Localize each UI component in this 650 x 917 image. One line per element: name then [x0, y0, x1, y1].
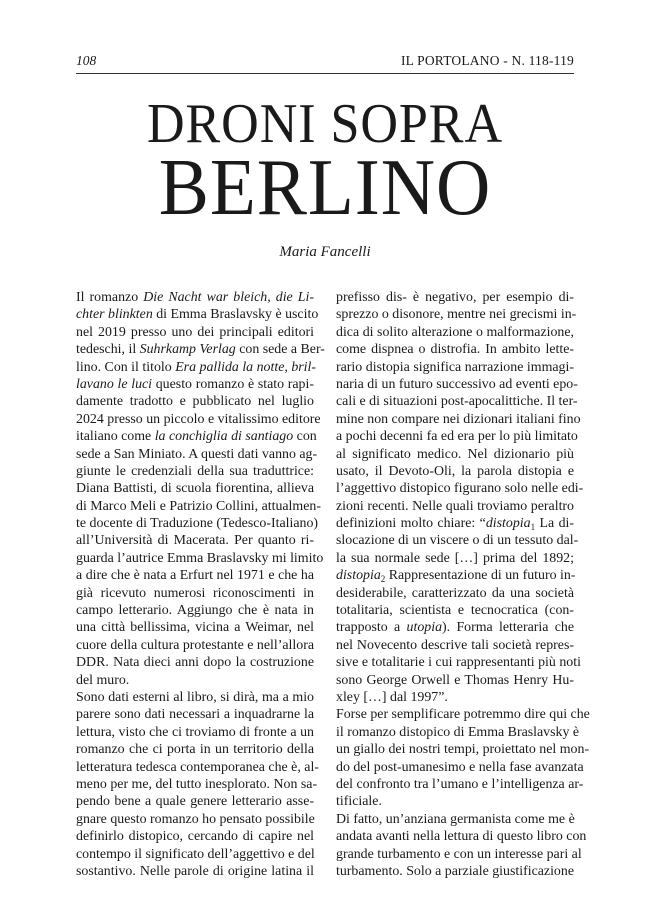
text-line: turbamento. Solo a parziale giustificazione: [336, 863, 574, 879]
body-column-left: [76, 289, 325, 880]
text-line: totalitaria, scientista e tecnocratica (con-: [336, 603, 574, 619]
text-line: grande turbamento e con un interesse pari al: [336, 846, 582, 862]
text-line: sostantivo. Nelle parole di origine latina il: [76, 863, 314, 879]
text-line: l’aggettivo distopico figurano solo nelle edi-: [336, 481, 584, 497]
page-number: 108: [76, 53, 97, 68]
text-line: pendo bene a quale genere letterario asse-: [76, 794, 314, 810]
text-line: DDR. Nata dieci anni dopo la costruzione: [76, 655, 314, 671]
text-line: nel Novecento descrive tali società repres-: [336, 637, 574, 653]
text-line: mine non compare nei dizionari italiani fino: [336, 411, 581, 427]
text-line: lino. Con il titolo Era pallida la notte, bril-: [76, 359, 317, 375]
text-line: a dire che è nata a Erfurt nel 1971 e che ha: [76, 568, 314, 584]
text-line: il romanzo distopico di Emma Braslavsky è: [336, 724, 580, 740]
text-line: contempo il significato dell’aggettivo e del: [76, 846, 315, 862]
text-line: definirlo distopico, cercando di capire nel: [76, 829, 314, 845]
text-line: te docente di Traduzione (Tedesco-Italiano): [76, 516, 319, 532]
text-line: lettura, visto che ci troviamo di fronte a un: [76, 724, 314, 740]
text-line: xley […] dal 1997”.: [336, 689, 448, 705]
text-line: già ricevuto numerosi riconoscimenti in: [76, 585, 314, 601]
text-line: sive e totalitarie i cui rappresentanti più noti: [336, 655, 581, 671]
article-title-line-1: DRONI SOPRA: [146, 93, 504, 155]
text-line: definizioni molto chiare: “distopia$_1$ La di-: [336, 516, 574, 533]
text-line: andata avanti nella lettura di questo libro con: [336, 829, 587, 845]
body-column-right: [336, 289, 590, 880]
text-line: parere sono dati necessari a inquadrarne la: [76, 707, 314, 723]
text-line: damente tradotto e pubblicato nel luglio: [76, 394, 314, 410]
text-line: una città bellissima, vicina a Weimar, nel: [76, 620, 314, 636]
text-line: la sua normale sede […] prima del 1892;: [336, 550, 574, 566]
text-line: rario distopia significa narrazione immagi-: [336, 359, 574, 375]
text-line: distopia$_2$ Rappresentazione di un futuro in-: [336, 568, 576, 585]
header-rule: [76, 73, 574, 74]
text-line: sprezzo o disonore, mentre nei grecismi in-: [336, 307, 577, 323]
text-line: cali e di situazioni post-apocalittiche. Il ter-: [336, 394, 578, 410]
text-line: gnare questo romanzo ho pensato possibile: [76, 811, 315, 827]
text-line: trapposto a utopia). Forma letteraria che: [336, 620, 574, 636]
text-line: giunte le credenziali della sua traduttrice:: [76, 463, 314, 479]
text-line: nel 2019 presso uno dei principali editori: [76, 324, 314, 340]
text-line: di Marco Meli e Patrizio Collini, attualmen-: [76, 498, 321, 514]
text-line: dica di solito alterazione o malformazione,: [336, 324, 574, 340]
running-header: [76, 53, 574, 71]
text-line: Il romanzo Die Nacht war bleich, die Li-: [76, 290, 314, 305]
text-line: letteratura tedesca contemporanea che è, al-: [76, 759, 319, 775]
text-line: del muro.: [76, 672, 130, 688]
text-line: guarda l’autrice Emma Braslavsky mi limito: [76, 550, 324, 566]
text-line: zioni recenti. Nelle quali troviamo peraltro: [336, 498, 574, 514]
text-line: naria di un futuro successivo ad eventi epo-: [336, 376, 578, 392]
text-line: Sono dati esterni al libro, si dirà, ma a mio: [76, 689, 314, 705]
text-line: prefisso dis- è negativo, per esempio di-: [336, 290, 574, 305]
text-line: romanzo che ci porta in un territorio della: [76, 742, 314, 758]
text-line: come dispnea o distrofia. In ambito lette-: [336, 342, 574, 358]
text-line: usato, il Devoto-Oli, la parola distopia e: [336, 463, 574, 479]
text-line: meno per me, del tutto inesplorato. Non sa-: [76, 776, 318, 792]
text-line: slocazione di un viscere o di un tessuto dal-: [336, 533, 579, 549]
text-line: 2024 presso un piccolo e vitalissimo editore: [76, 411, 321, 427]
text-line: chter blinkten di Emma Braslavsky è uscito: [76, 307, 319, 323]
text-line: Forse per semplificare potremmo dire qui che: [336, 707, 590, 723]
text-line: al significato medico. Nel dizionario più: [336, 446, 574, 462]
journal-issue: IL PORTOLANO - N. 118-119: [400, 53, 574, 68]
article-title-line-2: BERLINO: [158, 144, 492, 232]
text-line: do del post-umanesimo e nella fase avanzata: [336, 759, 584, 775]
text-line: all’Università di Macerata. Per quanto ri-: [76, 533, 314, 549]
text-line: sono George Orwell e Thomas Henry Hu-: [336, 672, 574, 688]
text-line: sede a San Miniato. A questi dati vanno ag-: [76, 446, 318, 462]
text-line: tedeschi, il Suhrkamp Verlag con sede a Ber-: [76, 342, 325, 358]
text-line: tificiale.: [336, 794, 382, 810]
text-line: del confronto tra l’umano e l’intelligenza ar-: [336, 776, 584, 792]
text-line: a pochi decenni fa ed era per lo più limitato: [336, 429, 578, 445]
text-line: italiano come la conchiglia di santiago con: [76, 429, 317, 445]
text-line: un giallo dei nostri tempi, proiettato nel mon-: [336, 742, 590, 758]
text-line: campo letterario. Aggiungo che è nata in: [76, 603, 314, 619]
article-author: Maria Fancelli: [279, 244, 371, 260]
text-line: Diana Battisti, di scuola fiorentina, allieva: [76, 481, 314, 497]
text-line: cuore della cultura protestante e nell’allora: [76, 637, 314, 653]
text-line: Di fatto, un’anziana germanista come me è: [336, 811, 575, 827]
text-line: lavano le luci questo romanzo è stato rapi-: [76, 376, 314, 392]
text-line: desiderabile, caratterizzato da una società: [336, 585, 574, 601]
